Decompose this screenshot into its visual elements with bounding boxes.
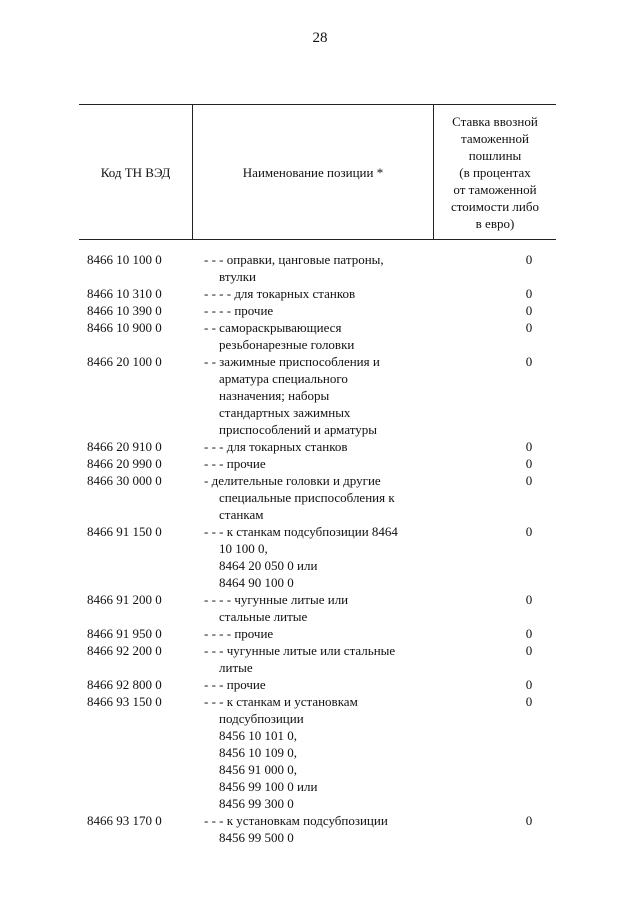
tn-ved-code: 8466 92 800 0 xyxy=(87,677,162,692)
tn-ved-code: 8466 92 200 0 xyxy=(87,643,162,658)
table-row xyxy=(79,812,556,846)
duty-rate: 0 xyxy=(525,677,533,692)
position-name-line: литые xyxy=(219,660,253,675)
tn-ved-code: 8466 10 100 0 xyxy=(87,252,162,267)
table-body xyxy=(79,251,556,846)
position-name-line: арматура специального xyxy=(219,371,348,386)
position-name-line: стальные литые xyxy=(219,609,308,624)
table-row xyxy=(79,285,556,302)
duty-rate: 0 xyxy=(525,626,533,641)
position-name xyxy=(192,523,433,591)
table-row xyxy=(79,523,556,591)
position-name-line: - - - для токарных станков xyxy=(204,439,348,454)
position-name-line: приспособлений и арматуры xyxy=(219,422,377,437)
table-row xyxy=(79,455,556,472)
position-name-line: назначения; наборы xyxy=(219,388,330,403)
position-name xyxy=(192,591,433,625)
position-name-line: - - - прочие xyxy=(204,677,266,692)
position-name-line: стандартных зажимных xyxy=(219,405,351,420)
position-name-line: 8456 91 000 0, xyxy=(219,762,297,777)
duty-rate: 0 xyxy=(525,524,533,539)
tn-ved-code: 8466 20 910 0 xyxy=(87,439,162,454)
tn-ved-code: 8466 93 170 0 xyxy=(87,813,162,828)
position-name-line: втулки xyxy=(219,269,257,284)
tn-ved-code: 8466 10 390 0 xyxy=(87,303,162,318)
table-row xyxy=(79,353,556,438)
tn-ved-code: 8466 91 950 0 xyxy=(87,626,162,641)
position-name-line: - делительные головки и другие xyxy=(204,473,381,488)
duty-rate: 0 xyxy=(525,592,533,607)
position-name-line: подсубпозиции xyxy=(219,711,304,726)
position-name xyxy=(192,812,433,846)
position-name-line: - - - - чугунные литые или xyxy=(204,592,349,607)
duty-rate: 0 xyxy=(525,303,533,318)
position-name-line: 8456 10 109 0, xyxy=(219,745,297,760)
position-name xyxy=(192,251,433,285)
position-name xyxy=(192,455,433,472)
tn-ved-code: 8466 10 310 0 xyxy=(87,286,162,301)
position-name xyxy=(192,642,433,676)
tn-ved-code: 8466 93 150 0 xyxy=(87,694,162,709)
position-name-line: 8456 99 300 0 xyxy=(219,796,294,811)
position-name xyxy=(192,285,433,302)
duty-rate: 0 xyxy=(525,456,533,471)
duty-rate: 0 xyxy=(525,320,533,335)
duty-rate: 0 xyxy=(525,643,533,658)
position-name-line: - - - к станкам подсубпозиции 8464 xyxy=(204,524,398,539)
table-row xyxy=(79,642,556,676)
header-code: Код ТН ВЭД xyxy=(100,164,171,180)
table-row xyxy=(79,676,556,693)
table-row xyxy=(79,693,556,812)
position-name-line: 8464 90 100 0 xyxy=(219,575,294,590)
tn-ved-code: 8466 20 990 0 xyxy=(87,456,162,471)
position-name-line: - - - - прочие xyxy=(204,303,274,318)
tn-ved-code: 8466 30 000 0 xyxy=(87,473,162,488)
position-name xyxy=(192,625,433,642)
position-name-line: - - - прочие xyxy=(204,456,266,471)
duty-rate: 0 xyxy=(525,252,533,267)
duty-rate: 0 xyxy=(525,813,533,828)
position-name xyxy=(192,319,433,353)
page-number: 28 xyxy=(312,30,328,46)
position-name-line: 8456 99 100 0 или xyxy=(219,779,318,794)
table-header xyxy=(79,104,556,240)
duty-rate: 0 xyxy=(525,286,533,301)
position-name-line: - - - оправки, цанговые патроны, xyxy=(204,252,384,267)
tn-ved-code: 8466 91 200 0 xyxy=(87,592,162,607)
table-row xyxy=(79,625,556,642)
position-name-line: специальные приспособления к xyxy=(219,490,395,505)
position-name-line: 8464 20 050 0 или xyxy=(219,558,318,573)
tn-ved-code: 8466 20 100 0 xyxy=(87,354,162,369)
position-name-line: - - зажимные приспособления и xyxy=(204,354,380,369)
duty-rate: 0 xyxy=(525,439,533,454)
table-row xyxy=(79,302,556,319)
header-name: Наименование позиции * xyxy=(242,164,384,180)
position-name-line: - - - к станкам и установкам xyxy=(204,694,358,709)
table-row xyxy=(79,472,556,523)
position-name-line: станкам xyxy=(219,507,264,522)
position-name xyxy=(192,438,433,455)
position-name-line: - - - к установкам подсубпозиции xyxy=(204,813,388,828)
position-name-line: 8456 10 101 0, xyxy=(219,728,297,743)
duty-rate: 0 xyxy=(525,694,533,709)
table-row xyxy=(79,591,556,625)
position-name-line: 10 100 0, xyxy=(219,541,268,556)
position-name xyxy=(192,676,433,693)
position-name-line: - - - - для токарных станков xyxy=(204,286,356,301)
position-name xyxy=(192,302,433,319)
tariff-table xyxy=(79,104,556,846)
position-name-line: - - самораскрывающиеся xyxy=(204,320,342,335)
table-row xyxy=(79,251,556,285)
header-rate: Ставка ввозной таможенной пошлины (в процентах от таможенной стоимости либо в евро) xyxy=(450,113,539,231)
duty-rate: 0 xyxy=(525,354,533,369)
duty-rate: 0 xyxy=(525,473,533,488)
position-name-line: 8456 99 500 0 xyxy=(219,830,294,845)
table-row xyxy=(79,319,556,353)
position-name xyxy=(192,693,433,812)
position-name-line: - - - чугунные литые или стальные xyxy=(204,643,396,658)
position-name-line: резьбонарезные головки xyxy=(219,337,355,352)
position-name xyxy=(192,353,433,438)
position-name xyxy=(192,472,433,523)
tn-ved-code: 8466 10 900 0 xyxy=(87,320,162,335)
table-row xyxy=(79,438,556,455)
tn-ved-code: 8466 91 150 0 xyxy=(87,524,162,539)
position-name-line: - - - - прочие xyxy=(204,626,274,641)
